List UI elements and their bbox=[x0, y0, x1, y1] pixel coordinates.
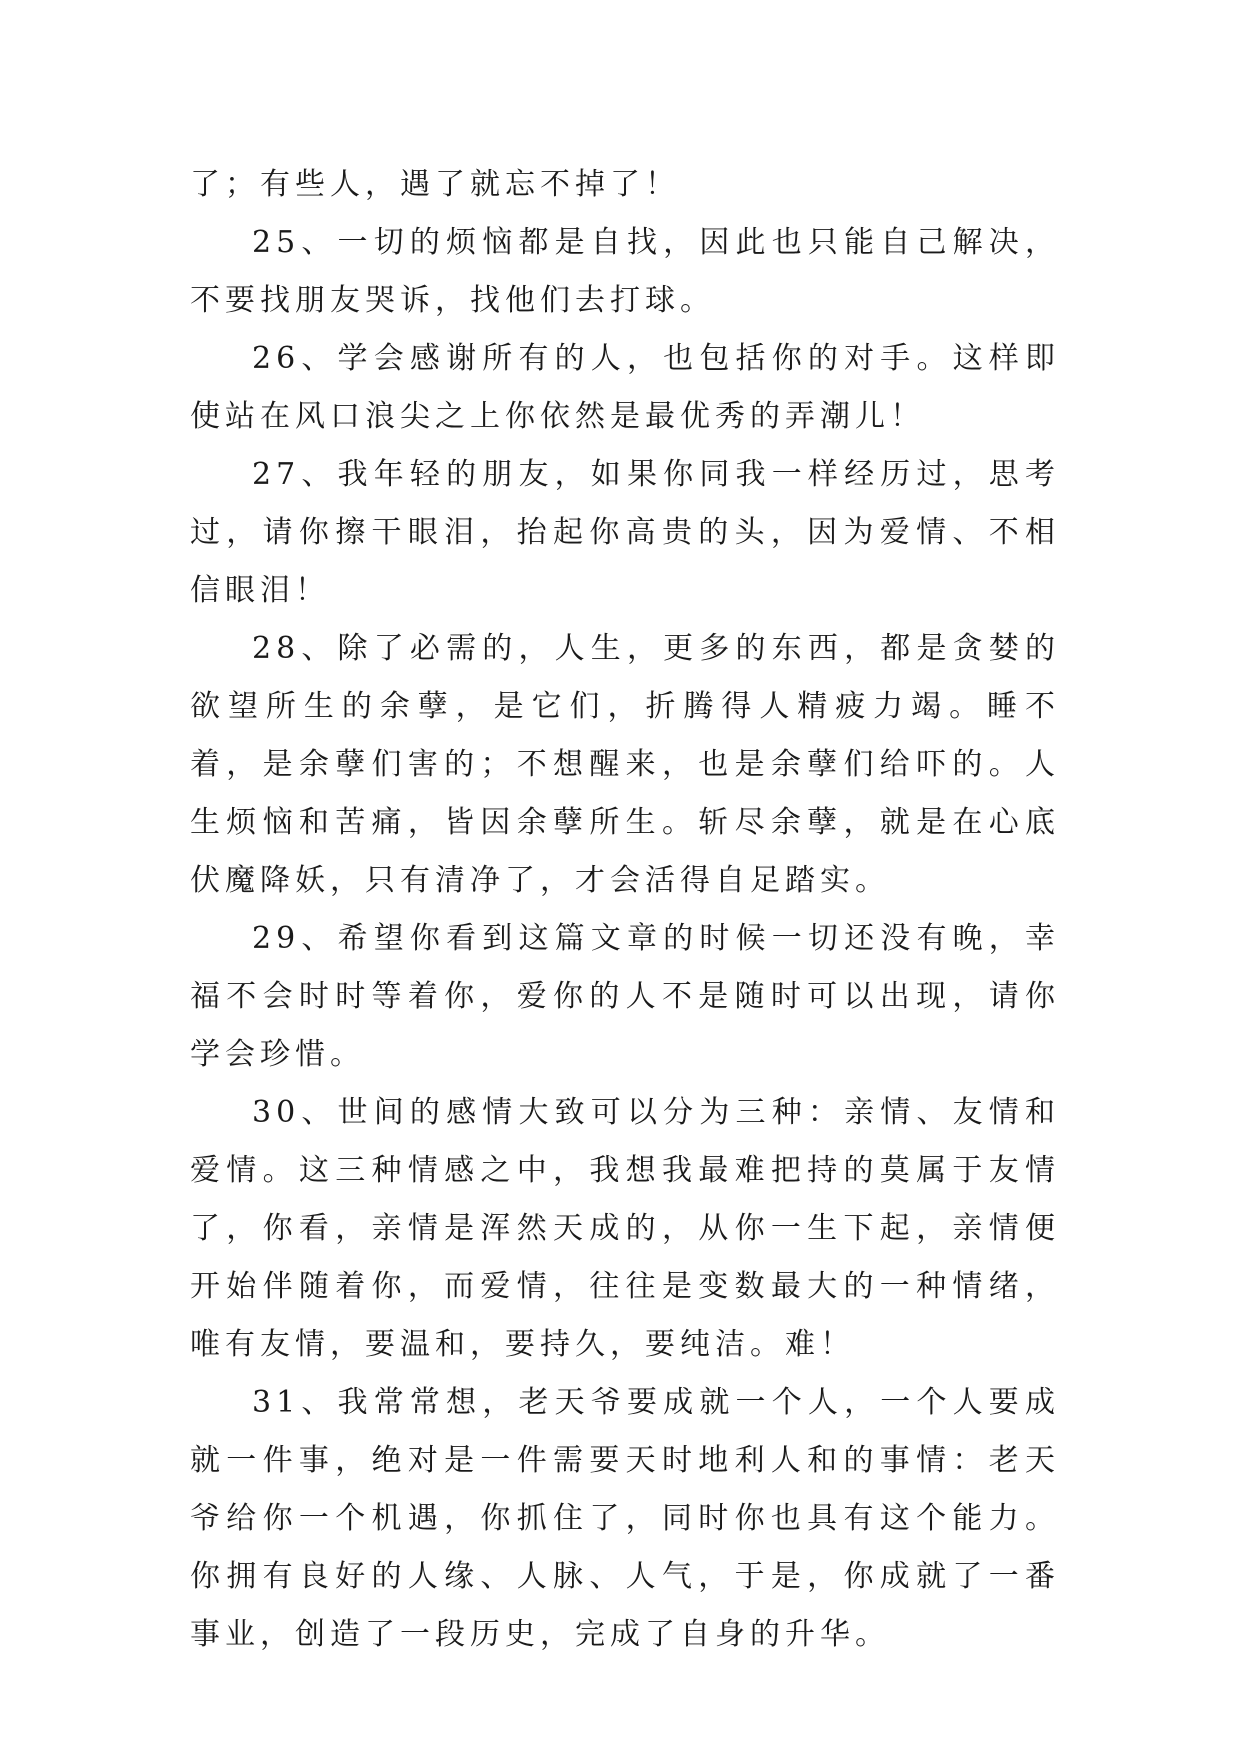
paragraph-item-31: 31、我常常想，老天爷要成就一个人，一个人要成就一件事，绝对是一件需要天时地利人和的事情：老天爷给你一个机遇，你抓住了，同时你也具有这个能力。你拥有良好的人缘、人脉、人气，于是，你成就了一番事业，创造了一段历史，完成了自身的升华。 bbox=[190, 1385, 1060, 1652]
paragraph-item-29: 29、希望你看到这篇文章的时候一切还没有晚，幸福不会时时等着你，爱你的人不是随时可以出现，请你学会珍惜。 bbox=[190, 921, 1060, 1072]
paragraph-item-27: 27、我年轻的朋友，如果你同我一样经历过，思考过，请你擦干眼泪，抬起你高贵的头，因为爱情、不相信眼泪！ bbox=[190, 457, 1060, 608]
paragraph-continued: 了；有些人，遇了就忘不掉了！ bbox=[190, 167, 680, 202]
paragraph-item-26: 26、学会感谢所有的人，也包括你的对手。这样即使站在风口浪尖之上你依然是最优秀的弄潮儿！ bbox=[190, 341, 1060, 434]
paragraph-item-30: 30、世间的感情大致可以分为三种：亲情、友情和爱情。这三种情感之中，我想我最难把持的莫属于友情了，你看，亲情是浑然天成的，从你一生下起，亲情便开始伴随着你，而爱情，往往是变数最大的一种情绪，唯有友情，要温和，要持久，要纯洁。难！ bbox=[190, 1095, 1060, 1362]
paragraph-item-28: 28、除了必需的，人生，更多的东西，都是贪婪的欲望所生的余孽，是它们，折腾得人精疲力竭。睡不着，是余孽们害的；不想醒来，也是余孽们给吓的。人生烦恼和苦痛，皆因余孽所生。斩尽余孽，就是在心底伏魔降妖，只有清净了，才会活得自足踏实。 bbox=[190, 631, 1060, 898]
document-body bbox=[190, 156, 1060, 1664]
paragraph-item-25: 25、一切的烦恼都是自找，因此也只能自己解决，不要找朋友哭诉，找他们去打球。 bbox=[190, 225, 1060, 318]
